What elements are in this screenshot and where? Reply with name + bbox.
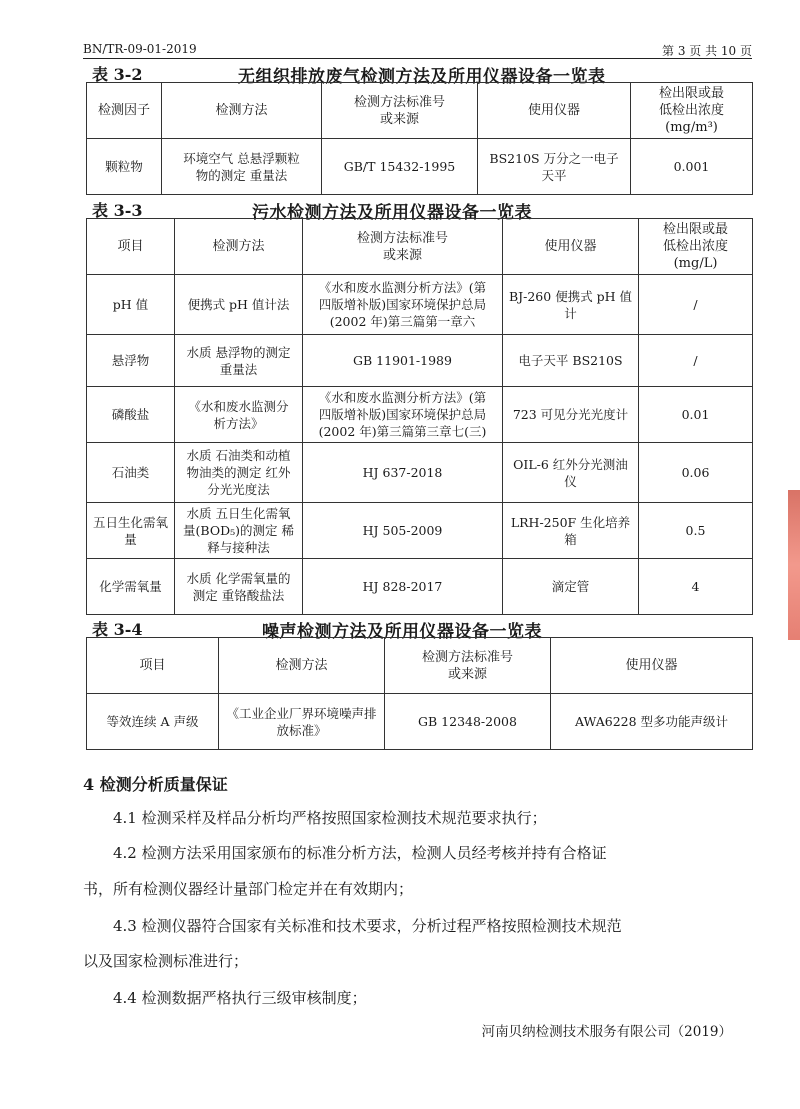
table-cell: 便携式 pH 值计法 xyxy=(175,275,303,335)
table-3-4 xyxy=(86,637,753,750)
table-3-3 xyxy=(86,218,753,615)
paragraph-4-3-line2: 以及国家检测标准进行； xyxy=(83,952,249,970)
column-header: 检测方法标准号 或来源 xyxy=(385,638,551,694)
paragraph-4-2-line1: 4.2 检测方法采用国家颁布的标准分析方法，检测人员经考核并持有合格证 xyxy=(113,844,607,862)
column-header: 检测方法 xyxy=(219,638,385,694)
table-cell: 水质 五日生化需氧 量(BOD₅)的测定 稀 释与接种法 xyxy=(175,503,303,559)
table-cell: 0.06 xyxy=(639,443,753,503)
column-header: 检出限或最 低检出浓度 (mg/m³) xyxy=(631,83,753,139)
table-row xyxy=(87,443,753,503)
table-cell: GB 12348-2008 xyxy=(385,694,551,750)
section-4-title: 4 检测分析质量保证 xyxy=(83,775,228,794)
table-cell: 五日生化需氧 量 xyxy=(87,503,175,559)
table-cell: 4 xyxy=(639,559,753,615)
red-stamp-edge xyxy=(788,490,800,640)
column-header: 检测方法标准号 或来源 xyxy=(322,83,478,139)
table-cell: 悬浮物 xyxy=(87,335,175,387)
table-3-3-title: 污水检测方法及所用仪器设备一览表 xyxy=(252,203,532,223)
table-header-row xyxy=(87,638,753,694)
table-cell: 0.01 xyxy=(639,387,753,443)
table-cell: 滴定管 xyxy=(503,559,639,615)
table-cell: 723 可见分光光度计 xyxy=(503,387,639,443)
column-header: 检出限或最 低检出浓度 (mg/L) xyxy=(639,219,753,275)
table-cell: / xyxy=(639,335,753,387)
document-code: BN/TR-09-01-2019 xyxy=(83,42,197,56)
table-row xyxy=(87,335,753,387)
table-cell: 0.001 xyxy=(631,139,753,195)
table-cell: OIL-6 红外分光测油 仪 xyxy=(503,443,639,503)
table-cell: HJ 828-2017 xyxy=(303,559,503,615)
column-header: 项目 xyxy=(87,219,175,275)
header-divider xyxy=(83,58,752,59)
table-header-row xyxy=(87,83,753,139)
table-cell: 磷酸盐 xyxy=(87,387,175,443)
table-cell: 化学需氧量 xyxy=(87,559,175,615)
table-3-2 xyxy=(86,82,753,195)
page-indicator: 第 3 页 共 10 页 xyxy=(662,44,752,58)
table-row xyxy=(87,503,753,559)
column-header: 检测方法 xyxy=(162,83,322,139)
table-cell: LRH-250F 生化培养 箱 xyxy=(503,503,639,559)
table-cell: 颗粒物 xyxy=(87,139,162,195)
table-row xyxy=(87,139,753,195)
table-3-4-caption: 表 3-4 xyxy=(92,620,143,639)
table-cell: GB/T 15432-1995 xyxy=(322,139,478,195)
column-header: 检测方法标准号 或来源 xyxy=(303,219,503,275)
table-cell: AWA6228 型多功能声级计 xyxy=(551,694,753,750)
table-cell: 0.5 xyxy=(639,503,753,559)
table-cell: BS210S 万分之一电子 天平 xyxy=(478,139,631,195)
table-row xyxy=(87,387,753,443)
table-cell: 石油类 xyxy=(87,443,175,503)
table-cell: 水质 化学需氧量的 测定 重铬酸盐法 xyxy=(175,559,303,615)
table-3-2-caption: 表 3-2 xyxy=(92,65,143,84)
table-cell: HJ 637-2018 xyxy=(303,443,503,503)
table-cell: 《水和废水监测分析方法》(第 四版增补版)国家环境保护总局 (2002 年)第三篇第三章七(三) xyxy=(303,387,503,443)
table-header-row xyxy=(87,219,753,275)
table-cell: 《水和废水监测分 析方法》 xyxy=(175,387,303,443)
column-header: 使用仪器 xyxy=(503,219,639,275)
table-cell: 等效连续 A 声级 xyxy=(87,694,219,750)
table-cell: HJ 505-2009 xyxy=(303,503,503,559)
table-cell: 环境空气 总悬浮颗粒 物的测定 重量法 xyxy=(162,139,322,195)
table-3-3-caption: 表 3-3 xyxy=(92,201,143,220)
column-header: 检测因子 xyxy=(87,83,162,139)
table-cell: / xyxy=(639,275,753,335)
column-header: 检测方法 xyxy=(175,219,303,275)
paragraph-4-4: 4.4 检测数据严格执行三级审核制度； xyxy=(113,989,367,1007)
table-cell: pH 值 xyxy=(87,275,175,335)
table-3-2-title: 无组织排放废气检测方法及所用仪器设备一览表 xyxy=(238,67,606,87)
table-row xyxy=(87,559,753,615)
table-cell: 《水和废水监测分析方法》(第 四版增补版)国家环境保护总局 (2002 年)第三篇第一章六 xyxy=(303,275,503,335)
paragraph-4-2-line2: 书，所有检测仪器经计量部门检定并在有效期内； xyxy=(83,880,414,898)
footer-company: 河南贝纳检测技术服务有限公司（2019） xyxy=(481,1024,732,1040)
table-row xyxy=(87,694,753,750)
column-header: 项目 xyxy=(87,638,219,694)
paragraph-4-3-line1: 4.3 检测仪器符合国家有关标准和技术要求，分析过程严格按照检测技术规范 xyxy=(113,917,622,935)
table-cell: 水质 石油类和动植 物油类的测定 红外 分光光度法 xyxy=(175,443,303,503)
table-cell: BJ-260 便携式 pH 值 计 xyxy=(503,275,639,335)
table-row xyxy=(87,275,753,335)
column-header: 使用仪器 xyxy=(551,638,753,694)
table-cell: GB 11901-1989 xyxy=(303,335,503,387)
table-cell: 电子天平 BS210S xyxy=(503,335,639,387)
table-3-4-title: 噪声检测方法及所用仪器设备一览表 xyxy=(262,622,542,642)
table-cell: 水质 悬浮物的测定 重量法 xyxy=(175,335,303,387)
paragraph-4-1: 4.1 检测采样及样品分析均严格按照国家检测技术规范要求执行； xyxy=(113,809,547,827)
column-header: 使用仪器 xyxy=(478,83,631,139)
table-cell: 《工业企业厂界环境噪声排 放标准》 xyxy=(219,694,385,750)
